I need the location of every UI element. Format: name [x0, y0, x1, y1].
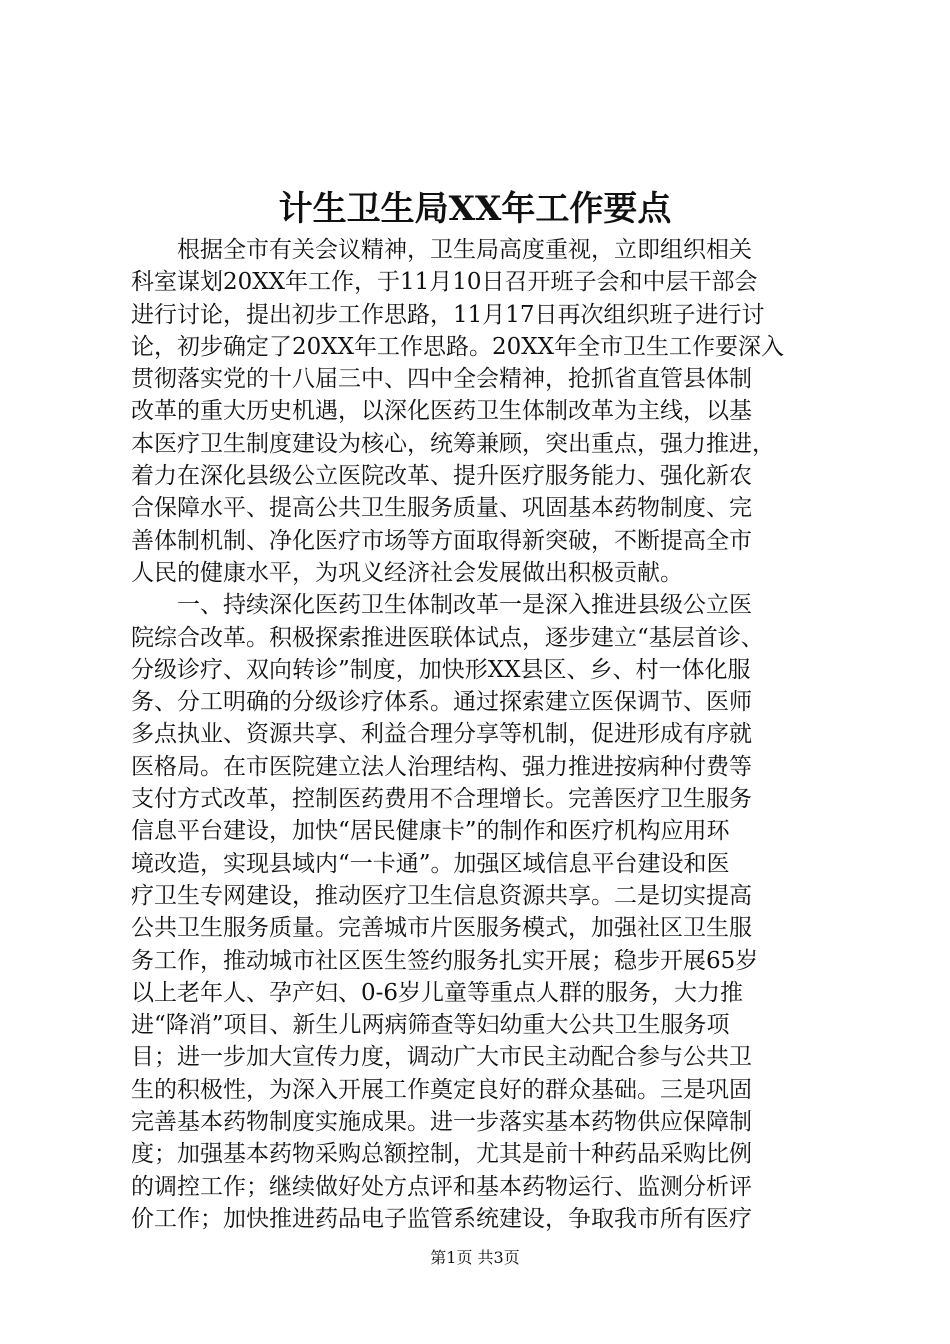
body-line: 务工作，推动城市社区医生签约服务扎实开展；稳步开展65岁 — [131, 947, 759, 974]
body-line: 进“降消”项目、新生儿两病筛查等妇幼重大公共卫生服务项 — [131, 1012, 730, 1039]
body-line: 进行讨论，提出初步工作思路，11月17日再次组织班子进行讨 — [131, 301, 765, 328]
body-line: 境改造，实现县域内“一卡通”。加强区域信息平台建设和医 — [131, 850, 730, 877]
body-line: 生的积极性，为深入开展工作奠定良好的群众基础。三是巩固 — [131, 1076, 752, 1103]
body-line: 分级诊疗、双向转诊”制度，加快形XX县区、乡、村一体化服 — [131, 656, 751, 683]
page-footer: 第1页 共3页 — [430, 1248, 520, 1267]
body-line: 本医疗卫生制度建设为核心，统筹兼顾，突出重点，强力推进， — [131, 430, 775, 457]
body-line: 贯彻落实党的十八届三中、四中全会精神，抢抓省直管县体制 — [131, 366, 752, 393]
body-line: 疗卫生专网建设，推动医疗卫生信息资源共享。二是切实提高 — [131, 882, 752, 909]
body-line: 医格局。在市医院建立法人治理结构、强力推进按病种付费等 — [131, 753, 752, 780]
body-line: 信息平台建设，加快“居民健康卡”的制作和医疗机构应用环 — [131, 818, 730, 845]
body-line: 价工作；加快推进药品电子监管系统建设，争取我市所有医疗 — [131, 1205, 752, 1232]
body-line: 公共卫生服务质量。完善城市片医服务模式，加强社区卫生服 — [131, 915, 752, 942]
body-line: 善体制机制、净化医疗市场等方面取得新突破，不断提高全市 — [131, 527, 752, 554]
body-line: 根据全市有关会议精神，卫生局高度重视，立即组织相关 — [131, 237, 752, 263]
body-line: 的调控工作；继续做好处方点评和基本药物运行、监测分析评 — [131, 1173, 752, 1200]
body-line: 支付方式改革，控制医药费用不合理增长。完善医疗卫生服务 — [131, 786, 752, 813]
body-line: 一、持续深化医药卫生体制改革一是深入推进县级公立医 — [131, 592, 752, 619]
body-line: 人民的健康水平，为巩义经济社会发展做出积极贡献。 — [131, 559, 683, 586]
body-line: 改革的重大历史机遇，以深化医药卫生体制改革为主线，以基 — [131, 398, 752, 425]
body-line: 院综合改革。积极探索推进医联体试点，逐步建立“基层首诊、 — [131, 624, 764, 651]
body-line: 多点执业、资源共享、利益合理分享等机制，促进形成有序就 — [131, 721, 752, 748]
document-title: 计生卫生局XX年工作要点 — [278, 189, 672, 229]
body-line: 论，初步确定了20XX年工作思路。20XX年全市卫生工作要深入 — [131, 333, 785, 360]
document-body — [131, 234, 851, 1235]
body-line: 务、分工明确的分级诊疗体系。通过探索建立医保调节、医师 — [131, 689, 752, 716]
body-line: 完善基本药物制度实施成果。进一步落实基本药物供应保障制 — [131, 1109, 752, 1136]
body-line: 着力在深化县级公立医院改革、提升医疗服务能力、强化新农 — [131, 463, 752, 490]
body-line: 科室谋划20XX年工作，于11月10日召开班子会和中层干部会 — [131, 269, 758, 296]
body-line: 目；进一步加大宣传力度，调动广大市民主动配合参与公共卫 — [131, 1044, 752, 1071]
body-line: 合保障水平、提高公共卫生服务质量、巩固基本药物制度、完 — [131, 495, 752, 522]
body-line: 度；加强基本药物采购总额控制，尤其是前十种药品采购比例 — [131, 1141, 752, 1168]
body-line: 以上老年人、孕产妇、0-6岁儿童等重点人群的服务，大力推 — [131, 979, 744, 1006]
